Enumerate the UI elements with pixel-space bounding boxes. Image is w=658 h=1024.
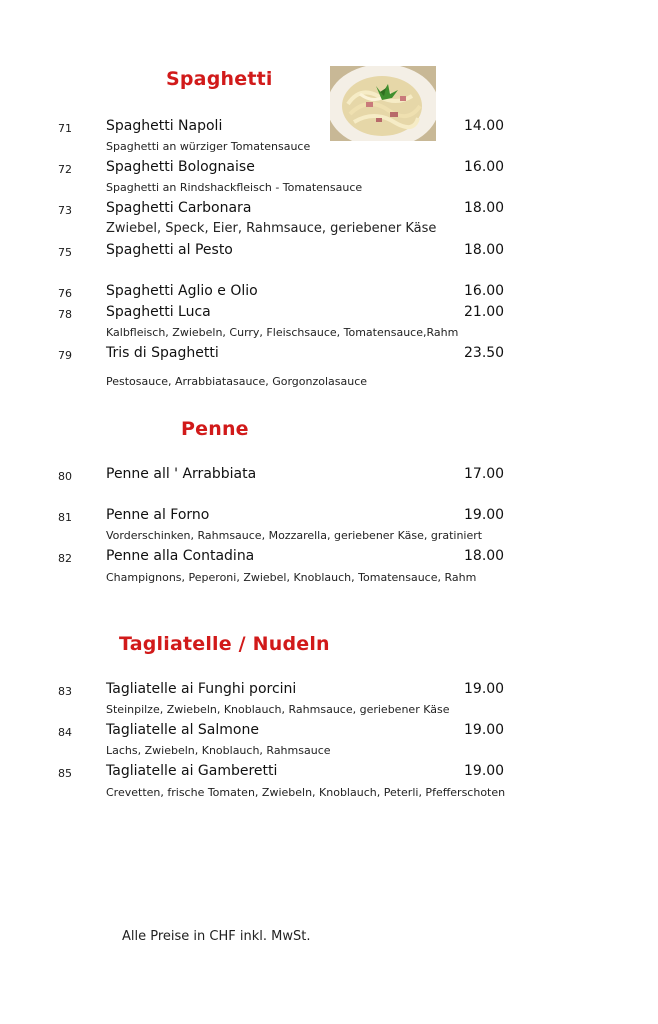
- section-title-penne: Penne: [181, 418, 249, 440]
- menu-item: [0, 548, 658, 568]
- item-name: Penne all ' Arrabbiata: [106, 466, 257, 482]
- item-number: 84: [58, 726, 72, 739]
- item-name: Spaghetti Napoli: [106, 118, 223, 134]
- item-number: 71: [58, 122, 72, 135]
- item-price: 18.00: [464, 548, 505, 564]
- price-footnote: Alle Preise in CHF inkl. MwSt.: [122, 929, 311, 944]
- item-number: 82: [58, 552, 72, 565]
- item-price: 17.00: [464, 466, 505, 482]
- item-number: 78: [58, 308, 72, 321]
- item-name: Spaghetti al Pesto: [106, 242, 233, 258]
- item-name: Penne al Forno: [106, 507, 210, 523]
- section-title-tagliatelle: Tagliatelle / Nudeln: [119, 633, 330, 655]
- menu-item: [0, 466, 658, 486]
- menu-item: [0, 304, 658, 324]
- item-name: Spaghetti Luca: [106, 304, 211, 320]
- item-name: Tagliatelle ai Gamberetti: [106, 763, 278, 779]
- item-description: Crevetten, frische Tomaten, Zwiebeln, Knoblauch, Peterli, Pfefferschoten: [106, 786, 506, 799]
- menu-item: [0, 242, 658, 262]
- item-price: 18.00: [464, 242, 505, 258]
- menu-item: [0, 345, 658, 365]
- item-name: Penne alla Contadina: [106, 548, 255, 564]
- item-price: 14.00: [464, 118, 505, 134]
- item-price: 23.50: [464, 345, 505, 361]
- item-number: 81: [58, 511, 72, 524]
- item-price: 19.00: [464, 722, 505, 738]
- item-description: Champignons, Peperoni, Zwiebel, Knoblauch, Tomatensauce, Rahm: [106, 571, 477, 584]
- item-number: 73: [58, 204, 72, 217]
- item-number: 80: [58, 470, 72, 483]
- item-description: Lachs, Zwiebeln, Knoblauch, Rahmsauce: [106, 744, 331, 757]
- item-description: Zwiebel, Speck, Eier, Rahmsauce, geriebener Käse: [106, 221, 437, 236]
- item-name: Tagliatelle ai Funghi porcini: [106, 681, 297, 697]
- menu-item: [0, 507, 658, 527]
- menu-item: [0, 681, 658, 701]
- item-description: Vorderschinken, Rahmsauce, Mozzarella, geriebener Käse, gratiniert: [106, 529, 483, 542]
- menu-item: [0, 159, 658, 179]
- item-number: 72: [58, 163, 72, 176]
- item-price: 21.00: [464, 304, 505, 320]
- item-number: 85: [58, 767, 72, 780]
- menu-item: [0, 763, 658, 783]
- item-name: Spaghetti Aglio e Olio: [106, 283, 258, 299]
- item-price: 18.00: [464, 200, 505, 216]
- item-description: Pestosauce, Arrabbiatasauce, Gorgonzolasauce: [106, 375, 368, 388]
- item-name: Tris di Spaghetti: [106, 345, 219, 361]
- item-price: 19.00: [464, 763, 505, 779]
- item-number: 83: [58, 685, 72, 698]
- item-number: 76: [58, 287, 72, 300]
- section-title-spaghetti: Spaghetti: [166, 68, 273, 90]
- menu-item: [0, 200, 658, 220]
- item-description: Spaghetti an würziger Tomatensauce: [106, 140, 311, 153]
- item-name: Spaghetti Carbonara: [106, 200, 252, 216]
- item-price: 16.00: [464, 159, 505, 175]
- item-price: 19.00: [464, 507, 505, 523]
- item-number: 79: [58, 349, 72, 362]
- item-price: 16.00: [464, 283, 505, 299]
- item-name: Tagliatelle al Salmone: [106, 722, 259, 738]
- menu-item: [0, 283, 658, 303]
- item-description: Steinpilze, Zwiebeln, Knoblauch, Rahmsauce, geriebener Käse: [106, 703, 450, 716]
- item-number: 75: [58, 246, 72, 259]
- menu-item: [0, 118, 658, 138]
- item-description: Kalbfleisch, Zwiebeln, Curry, Fleischsauce, Tomatensauce,Rahm: [106, 326, 459, 339]
- menu-item: [0, 722, 658, 742]
- item-description: Spaghetti an Rindshackfleisch - Tomatensauce: [106, 181, 363, 194]
- item-price: 19.00: [464, 681, 505, 697]
- item-name: Spaghetti Bolognaise: [106, 159, 255, 175]
